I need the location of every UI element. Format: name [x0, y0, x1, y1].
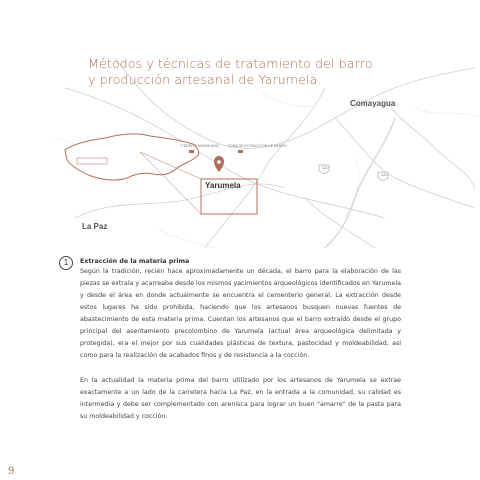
marker-cerrito — [189, 150, 194, 153]
map-label-comayagua: Comayagua — [350, 99, 396, 108]
page-title — [88, 56, 388, 88]
page-number: 9 — [8, 466, 15, 477]
map-label-la-paz: La Paz — [82, 222, 108, 231]
map-label-route-1: CA7 — [322, 166, 329, 170]
honduras-outline-icon — [65, 134, 199, 180]
river — [325, 118, 395, 248]
inset-legend-box — [77, 158, 107, 164]
marker-extraccion — [238, 150, 243, 153]
body-paragraph-2: En la actualidad la materia prima del barro utilizado por los artesanos de Yarumela se extrae exactamente a un lado de la carretera hacia La Paz, en la entrada a la comunidad, su calidad es intermedia y debe ser complementado con arenisca para lograr un buen "amarre" de la pasta para su moldeabilidad y cocción. — [80, 377, 401, 420]
section-number-badge: 1 — [59, 256, 73, 270]
location-pin-icon — [214, 156, 224, 172]
body-paragraph-1: Según la tradición, recién hace aproximadamente un década, el barro para la elaboración de las piezas se extraía y acarreaba desde los mismos yacimientos arqueológicos identificados en Yarumela y desde el área en donde actualmente se encuentra el cementerio general. La extracción desde estos lugares ha sido prohibida, haciendo que los artesanos busquen nuevas fuentes de abastecimiento de esta materia prima. Cuentan los artesanos que el barro extraído desde el grupo principal del asentamiento precolombino de Yarumela (actual área arqueológica delimitada y protegida), era el mejor por sus cualidades plásticas de textura, pastocidad y moldeabilidad, así como para la realización de acabados finos y de resistencia a la cocción. — [80, 268, 401, 359]
title-line-2: y producción artesanal de Yarumela. — [88, 72, 322, 87]
title-line-1: Métodos y técnicas de tratamiento del barro — [88, 56, 373, 71]
map-label-extraccion: ZONA DE EXTRACCIÓN DE BARRO — [228, 144, 287, 148]
map-label-route-2: CA7 — [381, 173, 388, 177]
map-label-cerrito: "CERRITO MANIGUAYA" — [180, 144, 220, 148]
section-title: Extracción de la materia prima — [80, 258, 190, 265]
map-label-yarumela: Yarumela — [205, 181, 241, 190]
